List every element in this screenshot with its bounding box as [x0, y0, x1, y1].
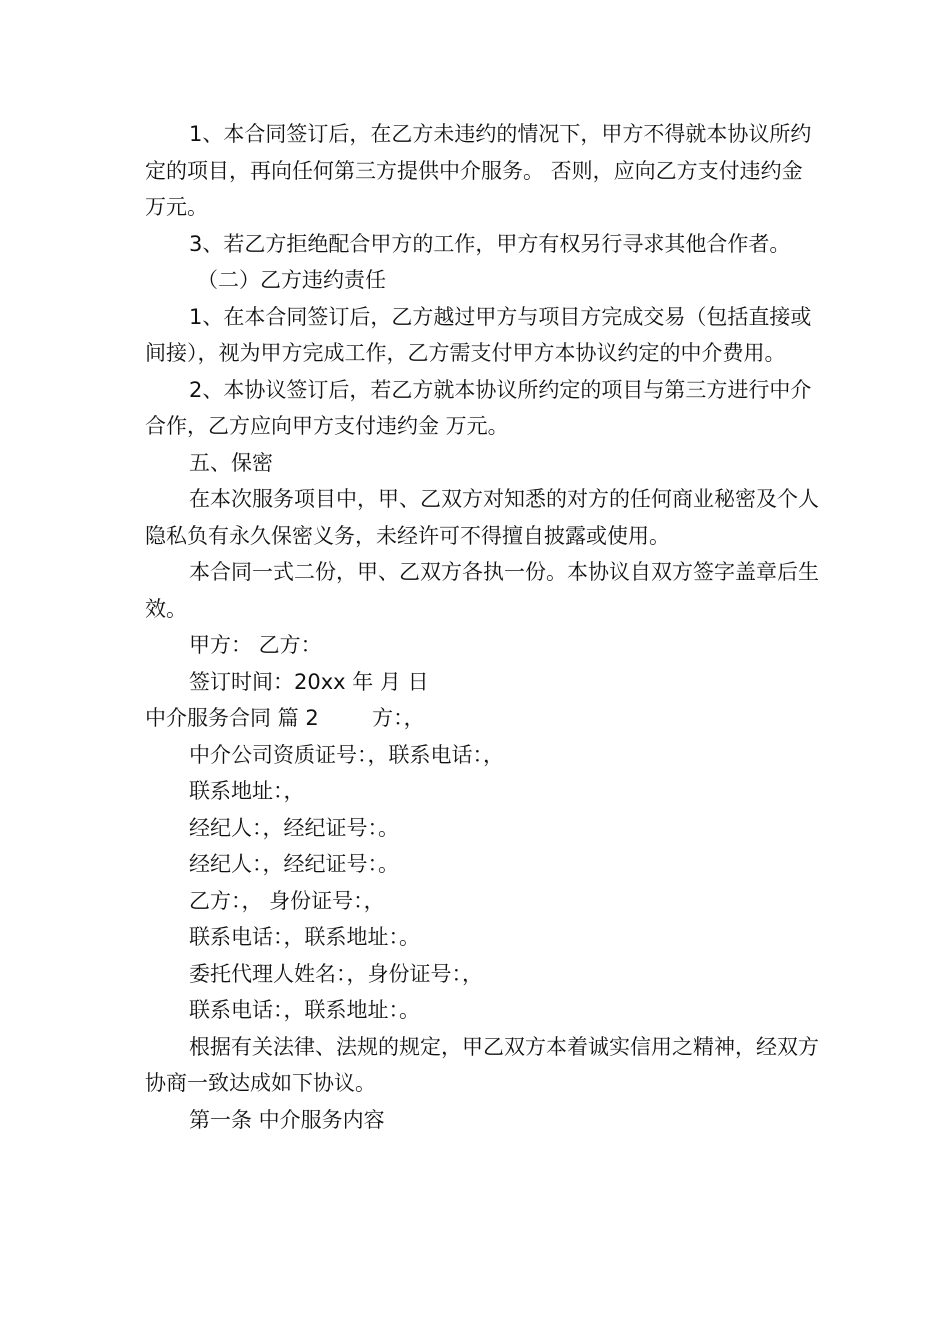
party-info-line: 经纪人：，经纪证号：。	[189, 815, 399, 840]
section-heading: 五、保密	[189, 450, 273, 475]
clause-paragraph: 1、在本合同签订后，乙方越过甲方与项目方完成交易（包括直接或间接），视为甲方完成工作，乙方需支付甲方本协议约定的中介费用。	[145, 304, 812, 365]
section-heading: （二）乙方违约责任	[197, 268, 386, 292]
clause-paragraph: 2、本协议签订后，若乙方就本协议所约定的项目与第三方进行中介合作，乙方应向甲方支付违约金 万元。	[145, 377, 812, 438]
party-info-line: 中介公司资质证号：，联系电话：，	[189, 742, 504, 767]
clause-paragraph: 在本次服务项目中，甲、乙双方对知悉的对方的任何商业秘密及个人隐私负有永久保密义务，未经许可不得擅自披露或使用。	[145, 487, 819, 548]
party-info-line: 经纪人：，经纪证号：。	[189, 852, 399, 876]
clause-paragraph: 根据有关法律、法规的规定，甲乙双方本着诚实信用之精神，经双方协商一致达成如下协议。	[145, 1034, 819, 1095]
clause-paragraph: 3、若乙方拒绝配合甲方的工作，甲方有权另行寻求其他合作者。	[189, 231, 791, 256]
clause-paragraph: 1、本合同签订后，在乙方未违约的情况下，甲方不得就本协议所约定的项目，再向任何第三方提供中介服务。 否则，应向乙方支付违约金 万元。	[145, 122, 812, 219]
contract-title-line: 中介服务合同 篇 2 方：，	[145, 706, 425, 730]
article-heading: 第一条 中介服务内容	[189, 1107, 385, 1132]
party-info-line: 联系电话：，联系地址：。	[189, 998, 420, 1022]
party-info-line: 联系地址：，	[189, 779, 305, 803]
clause-paragraph: 本合同一式二份，甲、乙双方各执一份。本协议自双方签字盖章后生效。	[145, 560, 819, 621]
party-info-line: 乙方：， 身份证号：，	[189, 888, 385, 913]
document-body	[145, 116, 825, 1138]
signing-date-line: 签订时间：20xx 年 月 日	[189, 669, 429, 694]
party-info-line: 委托代理人姓名：，身份证号：，	[189, 961, 483, 986]
party-info-line: 联系电话：，联系地址：。	[189, 925, 420, 949]
signature-line: 甲方： 乙方：	[189, 633, 322, 657]
